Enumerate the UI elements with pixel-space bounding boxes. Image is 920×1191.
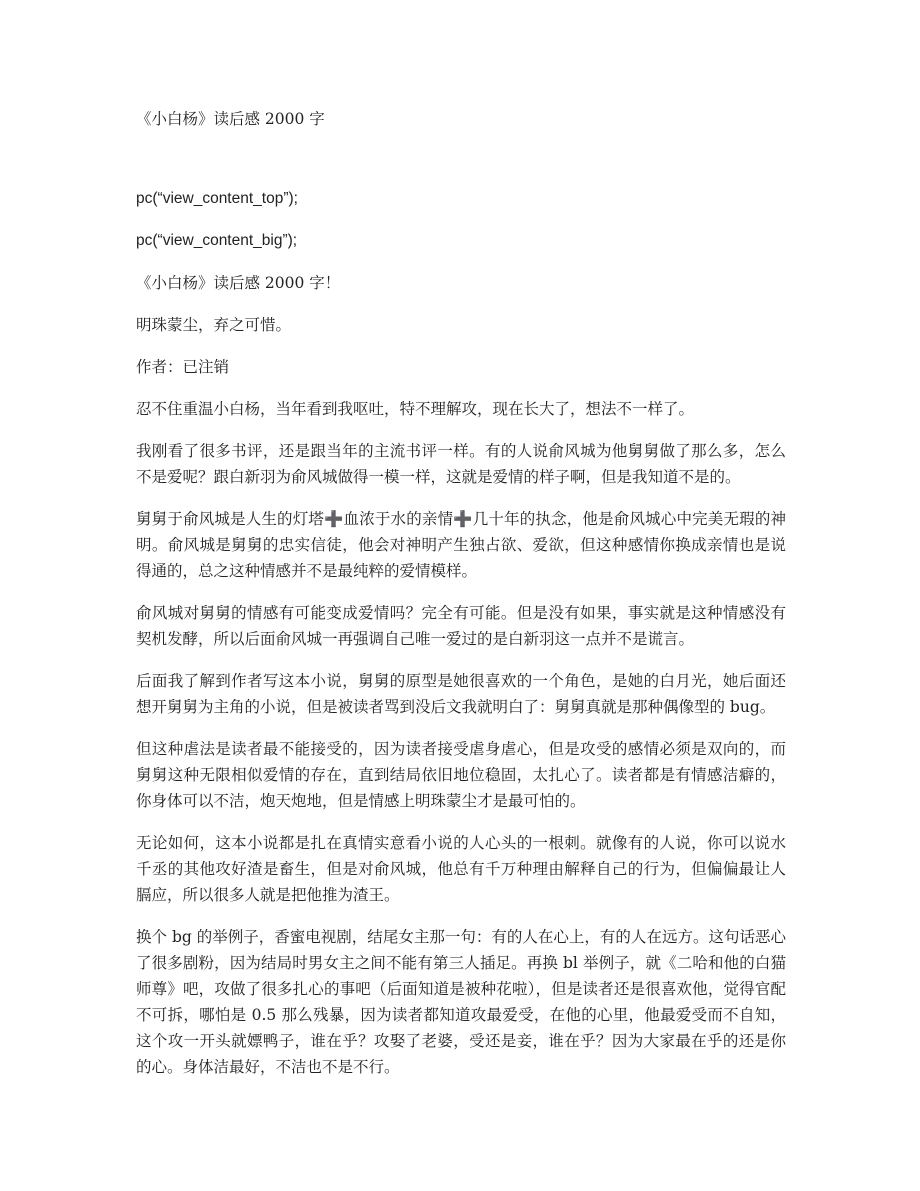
paragraph: 无论如何，这本小说都是扎在真情实意看小说的人心头的一根刺。就像有的人说，你可以说水千丞的其他攻好渣是畜生，但是对俞风城，他总有千万种理由解释自己的行为，但偏偏最让人膈应，所以很多人就是把他推为渣王。 [136, 834, 786, 904]
paragraph: 换个 bg 的举例子，香蜜电视剧，结尾女主那一句：有的人在心上，有的人在远方。这句话恶心了很多剧粉，因为结局时男女主之间不能有第三人插足。再换 bl 举例子，就《二哈和他的白猫师尊》吧，攻做了很多扎心的事吧（后面知道是被种花啦），但是读者还是很喜欢他，觉得官配不可拆，哪怕是 0.5 那么残暴，因为读者都知道攻最爱受，在他的心里，他最爱受而不自知，这个攻一开头就嫖鸭子，谁在乎？攻娶了老婆，受还是妾，谁在乎？因为大家最在乎的还是你的心。身体洁最好，不洁也不是不行。 [136, 928, 786, 1076]
script-line-top: pc(“view_content_top”); [136, 190, 298, 207]
paragraph: 舅舅于俞风城是人生的灯塔➕血浓于水的亲情➕几十年的执念，他是俞风城心中完美无瑕的神明。俞风城是舅舅的忠实信徒，他会对神明产生独占欲、爱欲，但这种感情你换成亲情也是说得通的，总之这种情感并不是最纯粹的爱情模样。 [136, 510, 786, 580]
paragraph: 俞风城对舅舅的情感有可能变成爱情吗？完全有可能。但是没有如果，事实就是这种情感没有契机发酵，所以后面俞风城一再强调自己唯一爱过的是白新羽这一点并不是谎言。 [136, 604, 786, 648]
article-author: 作者：已注销 [136, 358, 230, 376]
document-title: 《小白杨》读后感 2000 字 [136, 110, 325, 128]
article-subtitle: 明珠蒙尘，弃之可惜。 [136, 316, 292, 334]
paragraph: 我刚看了很多书评，还是跟当年的主流书评一样。有的人说俞风城为他舅舅做了那么多，怎么不是爱呢？跟白新羽为俞风城做得一模一样，这就是爱情的样子啊，但是我知道不是的。 [136, 442, 786, 486]
script-line-big: pc(“view_content_big”); [136, 232, 298, 249]
paragraph: 后面我了解到作者写这本小说，舅舅的原型是她很喜欢的一个角色，是她的白月光，她后面还想开舅舅为主角的小说，但是被读者骂到没后文我就明白了：舅舅真就是那种偶像型的 bug。 [136, 672, 786, 716]
paragraph: 但这种虐法是读者最不能接受的，因为读者接受虐身虐心，但是攻受的感情必须是双向的，而舅舅这种无限相似爱情的存在，直到结局依旧地位稳固，太扎心了。读者都是有情感洁癖的，你身体可以不洁，炮天炮地，但是情感上明珠蒙尘才是最可怕的。 [136, 740, 786, 810]
article-heading: 《小白杨》读后感 2000 字！ [136, 274, 341, 292]
paragraph: 忍不住重温小白杨，当年看到我呕吐，特不理解攻，现在长大了，想法不一样了。 [136, 400, 695, 418]
document-body [136, 106, 786, 1096]
